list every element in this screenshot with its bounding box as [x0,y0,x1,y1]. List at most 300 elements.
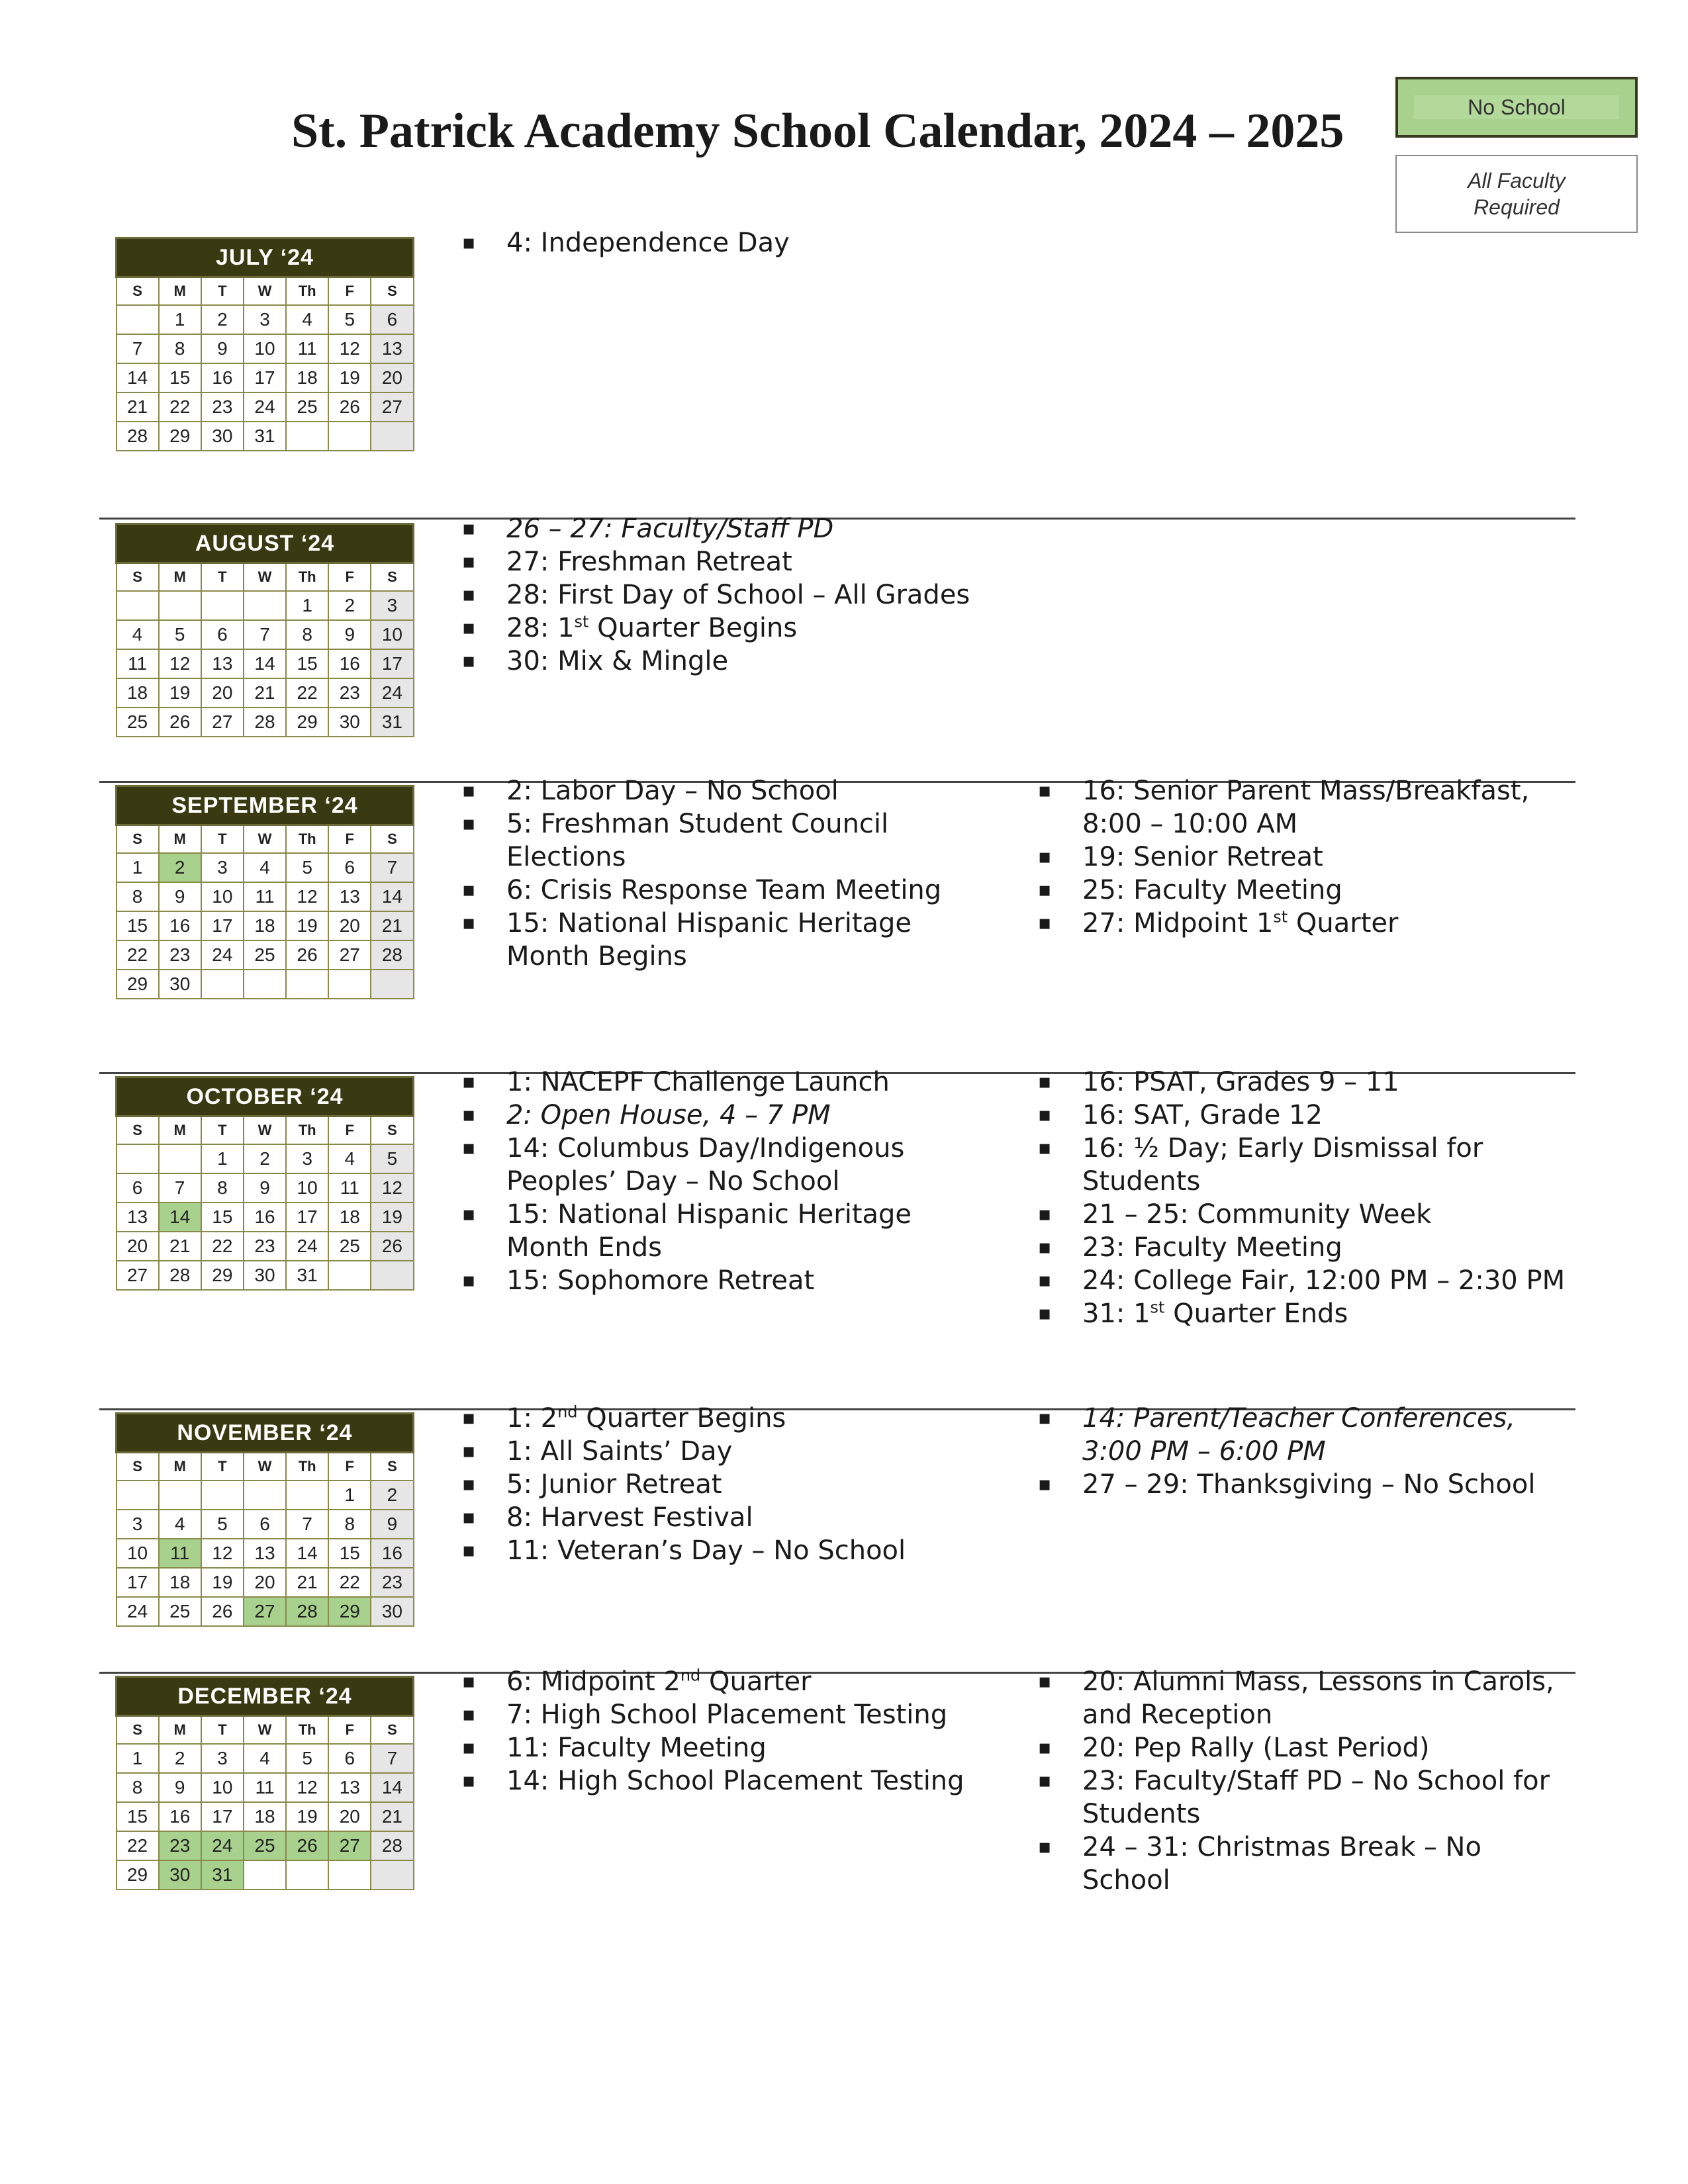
event-text: 28: First Day of School – All Grades [506,580,970,610]
week-row [117,1773,414,1802]
event-item [1033,774,1575,841]
calendar-day: 1 [201,1144,244,1173]
calendar-day: 22 [328,1568,371,1597]
month-header-row [117,786,414,825]
month-header-row [117,1414,414,1453]
calendar-day: 11 [159,1539,201,1568]
month-name: OCTOBER ‘24 [117,1077,414,1116]
event-text: 20: Alumni Mass, Lessons in Carols, and Reception [1082,1666,1554,1730]
calendar-day: 27 [328,1831,371,1860]
calendar-day [328,1860,371,1889]
event-text: 2: Labor Day – No School [506,776,839,806]
calendar-day [371,1261,413,1290]
calendar-day: 3 [371,591,413,620]
calendar-day: 18 [328,1203,371,1232]
weekday-label: F [328,825,371,854]
weekday-label: M [159,563,201,592]
calendar-day: 6 [328,853,371,882]
weekday-label: W [244,825,286,854]
calendar-day: 13 [117,1203,159,1232]
event-item [1033,1831,1575,1897]
event-item [1033,1297,1575,1330]
event-text: 16: SAT, Grade 12 [1082,1100,1323,1130]
week-row [117,1203,414,1232]
calendar-day [201,1480,244,1510]
event-item [1033,907,1575,940]
week-row [117,305,414,334]
event-item [457,1402,1000,1435]
calendar-day: 27 [371,392,413,422]
event-text: 31: 1 [1082,1298,1150,1329]
calendar-day: 7 [371,853,413,882]
calendar-day: 24 [201,1831,244,1860]
calendar-day: 14 [371,882,413,911]
calendar-day [371,1860,413,1889]
calendar-day: 13 [201,649,244,678]
event-item [457,645,1000,678]
calendar-day: 25 [117,707,159,737]
calendar-day: 11 [117,649,159,678]
event-text: 19: Senior Retreat [1082,842,1323,872]
calendar-day: 2 [371,1480,413,1510]
calendar-day: 10 [201,1773,244,1802]
event-item [457,578,1000,612]
week-row [117,1173,414,1203]
event-item [457,1132,1000,1198]
events-left-column [457,1402,1000,1567]
event-item [1033,1468,1575,1501]
calendar-day: 31 [201,1860,244,1889]
calendar-day: 31 [371,707,413,737]
events-right-column [1033,1066,1575,1330]
calendar-day [159,1480,201,1510]
weekday-label: S [117,563,159,592]
calendar-day: 25 [159,1597,201,1626]
event-text: 21 – 25: Community Week [1082,1199,1432,1230]
calendar-day: 8 [117,882,159,911]
calendar-day: 14 [286,1539,328,1568]
weekday-label: F [328,1116,371,1145]
event-text: 30: Mix & Mingle [506,646,729,676]
events-left-column [457,1066,1000,1297]
calendar-day: 15 [117,911,159,940]
legend-faculty-required: All Faculty Required [1395,155,1638,233]
event-text: 1: All Saints’ Day [506,1436,733,1467]
calendar-day [117,1480,159,1510]
calendar-day: 24 [371,678,413,707]
events-left-column [457,226,1000,259]
calendar-day: 6 [201,620,244,649]
calendar-day: 5 [371,1144,413,1173]
weekday-label: W [244,1716,286,1745]
calendar-day: 7 [159,1173,201,1203]
calendar-day: 23 [159,1831,201,1860]
calendar-day: 19 [201,1568,244,1597]
week-row [117,422,414,451]
calendar-day: 21 [117,392,159,422]
event-text: 16: PSAT, Grades 9 – 11 [1082,1067,1399,1097]
calendar-day: 9 [159,1773,201,1802]
calendar-day: 15 [159,363,201,392]
calendar-day: 19 [328,363,371,392]
weekday-label: S [371,1116,413,1145]
event-item [457,226,1000,259]
weekday-header-row [117,1453,414,1481]
calendar-day: 13 [244,1539,286,1568]
calendar-day: 20 [328,1802,371,1831]
calendar-day: 5 [328,305,371,334]
calendar-day [371,970,413,999]
weekday-label: Th [286,277,328,306]
event-item [457,1198,1000,1264]
weekday-label: W [244,1453,286,1481]
events-right-column [1033,1665,1575,1897]
calendar-day: 20 [244,1568,286,1597]
calendar-day: 4 [328,1144,371,1173]
event-text: 27 – 29: Thanksgiving – No School [1082,1469,1536,1500]
calendar-day: 27 [201,707,244,737]
event-text: 4: Independence Day [506,228,790,258]
month-calendar [115,785,414,999]
week-row [117,1597,414,1626]
calendar-day: 12 [159,649,201,678]
month-calendar [115,523,414,737]
month-name: JULY ‘24 [117,238,414,277]
weekday-label: T [201,825,244,854]
event-item [457,1099,1000,1132]
calendar-day: 12 [286,882,328,911]
calendar-day [117,1144,159,1173]
week-row [117,1510,414,1539]
calendar-day: 25 [286,392,328,422]
calendar-day: 18 [244,1802,286,1831]
calendar-day: 28 [244,707,286,737]
event-item [1033,1099,1575,1132]
calendar-day: 6 [117,1173,159,1203]
calendar-day: 17 [244,363,286,392]
event-text: 2: Open House, 4 – 7 PM [506,1100,831,1130]
calendar-day: 16 [159,911,201,940]
week-row [117,1539,414,1568]
calendar-day: 8 [117,1773,159,1802]
event-text: 1: NACEPF Challenge Launch [506,1067,890,1097]
calendar-day: 8 [328,1510,371,1539]
calendar-day: 2 [328,591,371,620]
calendar-day: 31 [286,1261,328,1290]
calendar-day [286,970,328,999]
calendar-day: 25 [244,940,286,970]
weekday-label: S [117,1116,159,1145]
calendar-day: 22 [286,678,328,707]
calendar-day: 19 [371,1203,413,1232]
event-item [457,1066,1000,1099]
calendar-day: 21 [159,1232,201,1261]
events-left-column [457,1665,1000,1797]
calendar-day: 18 [117,678,159,707]
weekday-label: S [117,277,159,306]
event-ordinal-suffix: st [1273,907,1288,927]
calendar-day: 2 [159,1744,201,1773]
calendar-day: 22 [159,392,201,422]
calendar-day: 12 [328,334,371,363]
weekday-label: T [201,1716,244,1745]
event-item [1033,1132,1575,1198]
calendar-day: 6 [328,1744,371,1773]
event-item [1033,1231,1575,1264]
month-header-row [117,1677,414,1716]
event-text-rest: Quarter Begins [577,1403,786,1433]
event-item [1033,1402,1575,1468]
calendar-day: 17 [201,911,244,940]
week-row [117,1232,414,1261]
event-text: 6: Crisis Response Team Meeting [506,875,942,905]
event-text-rest: Quarter Begins [588,613,798,643]
event-item [457,1264,1000,1297]
calendar-day: 4 [244,853,286,882]
calendar-day: 16 [371,1539,413,1568]
calendar-day: 13 [328,882,371,911]
week-row [117,1860,414,1889]
calendar-day: 31 [244,422,286,451]
event-text: 16: ½ Day; Early Dismissal for Students [1082,1133,1483,1197]
calendar-day: 30 [328,707,371,737]
week-row [117,970,414,999]
calendar-day: 3 [117,1510,159,1539]
calendar-day: 15 [286,649,328,678]
calendar-day: 4 [286,305,328,334]
weekday-label: S [371,563,413,592]
weekday-label: Th [286,1716,328,1745]
calendar-day: 24 [117,1597,159,1626]
calendar-day: 15 [201,1203,244,1232]
calendar-day: 11 [286,334,328,363]
calendar-day [201,591,244,620]
event-text: 15: National Hispanic Heritage Month Begins [506,908,912,972]
event-text-rest: Quarter [700,1666,812,1697]
calendar-day [286,1480,328,1510]
calendar-day: 10 [244,334,286,363]
calendar-day: 14 [371,1773,413,1802]
calendar-day: 5 [286,853,328,882]
week-row [117,363,414,392]
calendar-day: 1 [286,591,328,620]
calendar-day: 10 [117,1539,159,1568]
calendar-day: 26 [286,1831,328,1860]
week-row [117,1568,414,1597]
week-row [117,1261,414,1290]
calendar-day: 29 [117,1860,159,1889]
calendar-day: 21 [244,678,286,707]
calendar-day: 23 [244,1232,286,1261]
event-item [457,807,1000,874]
calendar-day: 26 [328,392,371,422]
calendar-day: 4 [244,1744,286,1773]
calendar-day: 5 [201,1510,244,1539]
calendar-day: 24 [201,940,244,970]
event-text: 23: Faculty/Staff PD – No School for Students [1082,1766,1550,1829]
events-right-column [1033,774,1575,940]
event-item [1033,1665,1575,1731]
legend-no-school-label: No School [1414,95,1619,119]
event-text: 26 – 27: Faculty/Staff PD [506,514,834,544]
week-row [117,940,414,970]
right-event-list [1033,1066,1575,1330]
event-text: 8: Harvest Festival [506,1502,753,1533]
calendar-day: 15 [117,1802,159,1831]
month-name: SEPTEMBER ‘24 [117,786,414,825]
weekday-label: M [159,1716,201,1745]
month-name: AUGUST ‘24 [117,524,414,563]
calendar-day: 23 [371,1568,413,1597]
calendar-day: 8 [201,1173,244,1203]
calendar-day: 8 [286,620,328,649]
legend-no-school [1395,77,1638,138]
calendar-day: 29 [159,422,201,451]
event-text: 11: Veteran’s Day – No School [506,1535,906,1566]
calendar-day: 9 [159,882,201,911]
calendar-day: 3 [201,1744,244,1773]
calendar-day: 22 [117,940,159,970]
event-ordinal-suffix: nd [680,1666,701,1685]
left-event-list [457,1665,1000,1797]
calendar-day [244,1480,286,1510]
calendar-day: 20 [371,363,413,392]
weekday-label: M [159,825,201,854]
calendar-day: 23 [201,392,244,422]
event-item [1033,874,1575,907]
calendar-day: 20 [201,678,244,707]
calendar-day: 27 [117,1261,159,1290]
calendar-day: 11 [244,1773,286,1802]
calendar-day: 21 [286,1568,328,1597]
calendar-day: 17 [117,1568,159,1597]
calendar-day: 28 [286,1597,328,1626]
calendar-day: 29 [201,1261,244,1290]
event-text: 14: Columbus Day/Indigenous Peoples’ Day – No School [506,1133,905,1197]
weekday-label: Th [286,563,328,592]
calendar-day: 16 [159,1802,201,1831]
event-item [1033,1198,1575,1231]
event-item [1033,841,1575,874]
calendar-day [244,970,286,999]
calendar-day [117,591,159,620]
calendar-day: 26 [159,707,201,737]
calendar-day: 12 [286,1773,328,1802]
weekday-label: T [201,1453,244,1481]
week-row [117,707,414,737]
calendar-day [117,305,159,334]
calendar-day: 5 [286,1744,328,1773]
event-item [1033,1764,1575,1831]
calendar-day [286,1860,328,1889]
calendar-day: 30 [159,1860,201,1889]
right-event-list [1033,1402,1575,1501]
calendar-day: 10 [286,1173,328,1203]
calendar-day: 16 [328,649,371,678]
calendar-day: 17 [201,1802,244,1831]
event-item [457,612,1000,645]
calendar-day: 28 [371,1831,413,1860]
calendar-day: 4 [117,620,159,649]
weekday-label: W [244,277,286,306]
event-item [457,1698,1000,1731]
event-item [457,1764,1000,1797]
calendar-day: 23 [159,940,201,970]
week-row [117,649,414,678]
month-name: DECEMBER ‘24 [117,1677,414,1716]
calendar-day: 29 [117,970,159,999]
calendar-day [328,1261,371,1290]
event-text: 27: Freshman Retreat [506,547,792,577]
week-row [117,1831,414,1860]
weekday-label: M [159,277,201,306]
week-row [117,882,414,911]
calendar-day: 16 [244,1203,286,1232]
event-text: 7: High School Placement Testing [506,1700,948,1730]
left-event-list [457,226,1000,259]
weekday-header-row [117,1716,414,1745]
weekday-header-row [117,1116,414,1145]
calendar-day: 12 [371,1173,413,1203]
week-row [117,1480,414,1510]
month-header-row [117,524,414,563]
event-text: 5: Junior Retreat [506,1469,722,1500]
calendar-day: 9 [328,620,371,649]
calendar-day: 1 [117,853,159,882]
weekday-label: T [201,563,244,592]
calendar-day: 5 [159,620,201,649]
calendar-day: 3 [244,305,286,334]
calendar-day: 14 [244,649,286,678]
weekday-label: S [117,1453,159,1481]
weekday-label: F [328,1716,371,1745]
calendar-day: 15 [328,1539,371,1568]
events-right-column [1033,1402,1575,1501]
calendar-day: 1 [328,1480,371,1510]
event-text: 25: Faculty Meeting [1082,875,1342,905]
weekday-label: Th [286,1453,328,1481]
right-event-list [1033,774,1575,940]
event-text: 28: 1 [506,613,575,643]
calendar-day: 30 [159,970,201,999]
events-left-column [457,774,1000,973]
event-item [457,545,1000,578]
calendar-day: 11 [328,1173,371,1203]
calendar-day: 29 [328,1597,371,1626]
week-row [117,591,414,620]
event-ordinal-suffix: nd [557,1402,578,1422]
weekday-label: Th [286,1116,328,1145]
calendar-day: 16 [201,363,244,392]
calendar-day: 21 [371,911,413,940]
calendar-day: 29 [286,707,328,737]
calendar-day [328,970,371,999]
event-ordinal-suffix: st [1150,1298,1165,1317]
calendar-day: 20 [328,911,371,940]
left-event-list [457,1066,1000,1297]
event-text: 11: Faculty Meeting [506,1733,767,1763]
calendar-day: 26 [371,1232,413,1261]
left-event-list [457,1402,1000,1567]
week-row [117,911,414,940]
calendar-day: 10 [371,620,413,649]
calendar-day: 6 [371,305,413,334]
calendar-day: 25 [244,1831,286,1860]
calendar-day: 24 [244,392,286,422]
calendar-day: 6 [244,1510,286,1539]
calendar-day: 13 [328,1773,371,1802]
month-header-row [117,238,414,277]
